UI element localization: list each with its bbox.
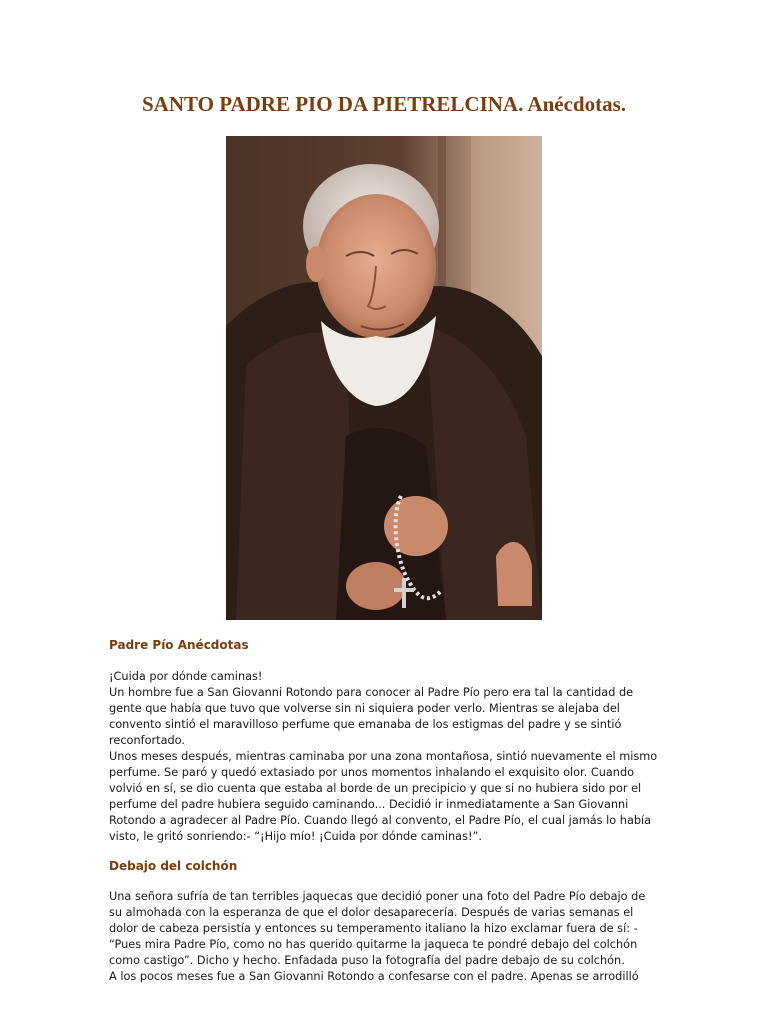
- document-title: SANTO PADRE PIO DA PIETRELCINA. Anécdotas.: [141, 92, 627, 116]
- text-line: convento sintió el maravilloso perfume que emanaba de los estigmas del padre y se sintió: [109, 718, 622, 731]
- section-body-colchon: [109, 889, 669, 985]
- text-line: dolor de cabeza persistía y entonces su temperamento italiano la hizo exclamar fuera de sí: -: [109, 922, 638, 935]
- text-line: A los pocos meses fue a San Giovanni Rotondo a confesarse con el padre. Apenas se arrodilló: [109, 970, 639, 983]
- text-line: ¡Cuida por dónde caminas!: [109, 670, 263, 683]
- portrait-photo: [226, 136, 542, 620]
- text-line: Un hombre fue a San Giovanni Rotondo para conocer al Padre Pío pero era tal la cantidad de: [109, 686, 634, 699]
- text-line: visto, le gritó sonriendo:- “¡Hijo mío! ¡Cuida por dónde caminas!”.: [109, 830, 482, 843]
- text-line: volvió en sí, se dio cuenta que estaba al borde de un precipicio y que si no hubiera sido por el: [109, 782, 642, 795]
- section-heading-colchon: Debajo del colchón: [109, 859, 238, 873]
- text-line: Rotondo a agradecer al Padre Pío. Cuando llegó al convento, el Padre Pío, el cual jamás lo había: [109, 814, 652, 827]
- section-heading-anecdotas: Padre Pío Anécdotas: [109, 638, 249, 652]
- text-line: perfume del padre hubiera seguido caminando... Decidió ir inmediatamente a San Giovanni: [109, 798, 629, 811]
- text-line: “Pues mira Padre Pío, como no has querido quitarme la jaqueca te pondré debajo del colchón: [109, 938, 638, 951]
- text-line: como castigo”. Dicho y hecho. Enfadada puso la fotografía del padre debajo de su colchón.: [109, 954, 625, 967]
- text-line: su almohada con la esperanza de que el dolor desaparecería. Después de varias semanas el: [109, 906, 634, 919]
- section-body-anecdotas: [109, 669, 669, 845]
- text-line: Unos meses después, mientras caminaba por una zona montañosa, sintió nuevamente el mismo: [109, 750, 658, 763]
- text-line: gente que había que tuvo que volverse sin ni siquiera poder verlo. Mientras se alejaba del: [109, 702, 620, 715]
- text-line: perfume. Se paró y quedó extasiado por unos momentos inhalando el exquisito olor. Cuando: [109, 766, 635, 779]
- text-line: Una señora sufría de tan terribles jaquecas que decidió poner una foto del Padre Pío debajo de: [109, 890, 646, 903]
- text-line: reconfortado.: [109, 734, 185, 747]
